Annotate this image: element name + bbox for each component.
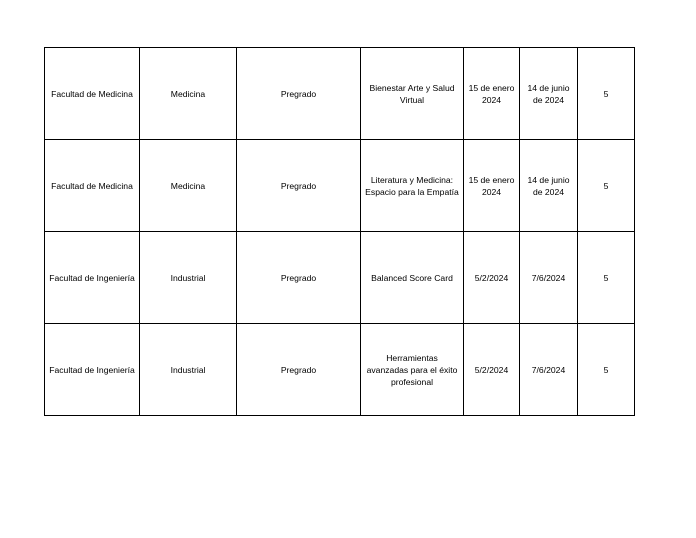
program-cell: Medicina: [140, 48, 237, 140]
faculty-cell: Facultad de Ingeniería: [45, 324, 140, 416]
value-cell: 5: [578, 48, 635, 140]
level-cell: Pregrado: [237, 232, 361, 324]
level-cell: Pregrado: [237, 324, 361, 416]
course-cell: Herramientas avanzadas para el éxito profesional: [361, 324, 464, 416]
end-date-cell: 7/6/2024: [520, 324, 578, 416]
program-cell: Industrial: [140, 232, 237, 324]
level-cell: Pregrado: [237, 140, 361, 232]
program-cell: Medicina: [140, 140, 237, 232]
course-table: [44, 47, 635, 416]
course-cell: Literatura y Medicina: Espacio para la Empatía: [361, 140, 464, 232]
course-cell: Balanced Score Card: [361, 232, 464, 324]
end-date-cell: 7/6/2024: [520, 232, 578, 324]
level-cell: Pregrado: [237, 48, 361, 140]
value-cell: 5: [578, 140, 635, 232]
faculty-cell: Facultad de Medicina: [45, 140, 140, 232]
program-cell: Industrial: [140, 324, 237, 416]
start-date-cell: 15 de enero 2024: [464, 48, 520, 140]
table-row: [45, 232, 635, 324]
value-cell: 5: [578, 232, 635, 324]
table-row: [45, 140, 635, 232]
faculty-cell: Facultad de Medicina: [45, 48, 140, 140]
table-row: [45, 324, 635, 416]
end-date-cell: 14 de junio de 2024: [520, 140, 578, 232]
start-date-cell: 5/2/2024: [464, 324, 520, 416]
start-date-cell: 15 de enero 2024: [464, 140, 520, 232]
table-row: [45, 48, 635, 140]
faculty-cell: Facultad de Ingeniería: [45, 232, 140, 324]
value-cell: 5: [578, 324, 635, 416]
end-date-cell: 14 de junio de 2024: [520, 48, 578, 140]
start-date-cell: 5/2/2024: [464, 232, 520, 324]
course-cell: Bienestar Arte y Salud Virtual: [361, 48, 464, 140]
